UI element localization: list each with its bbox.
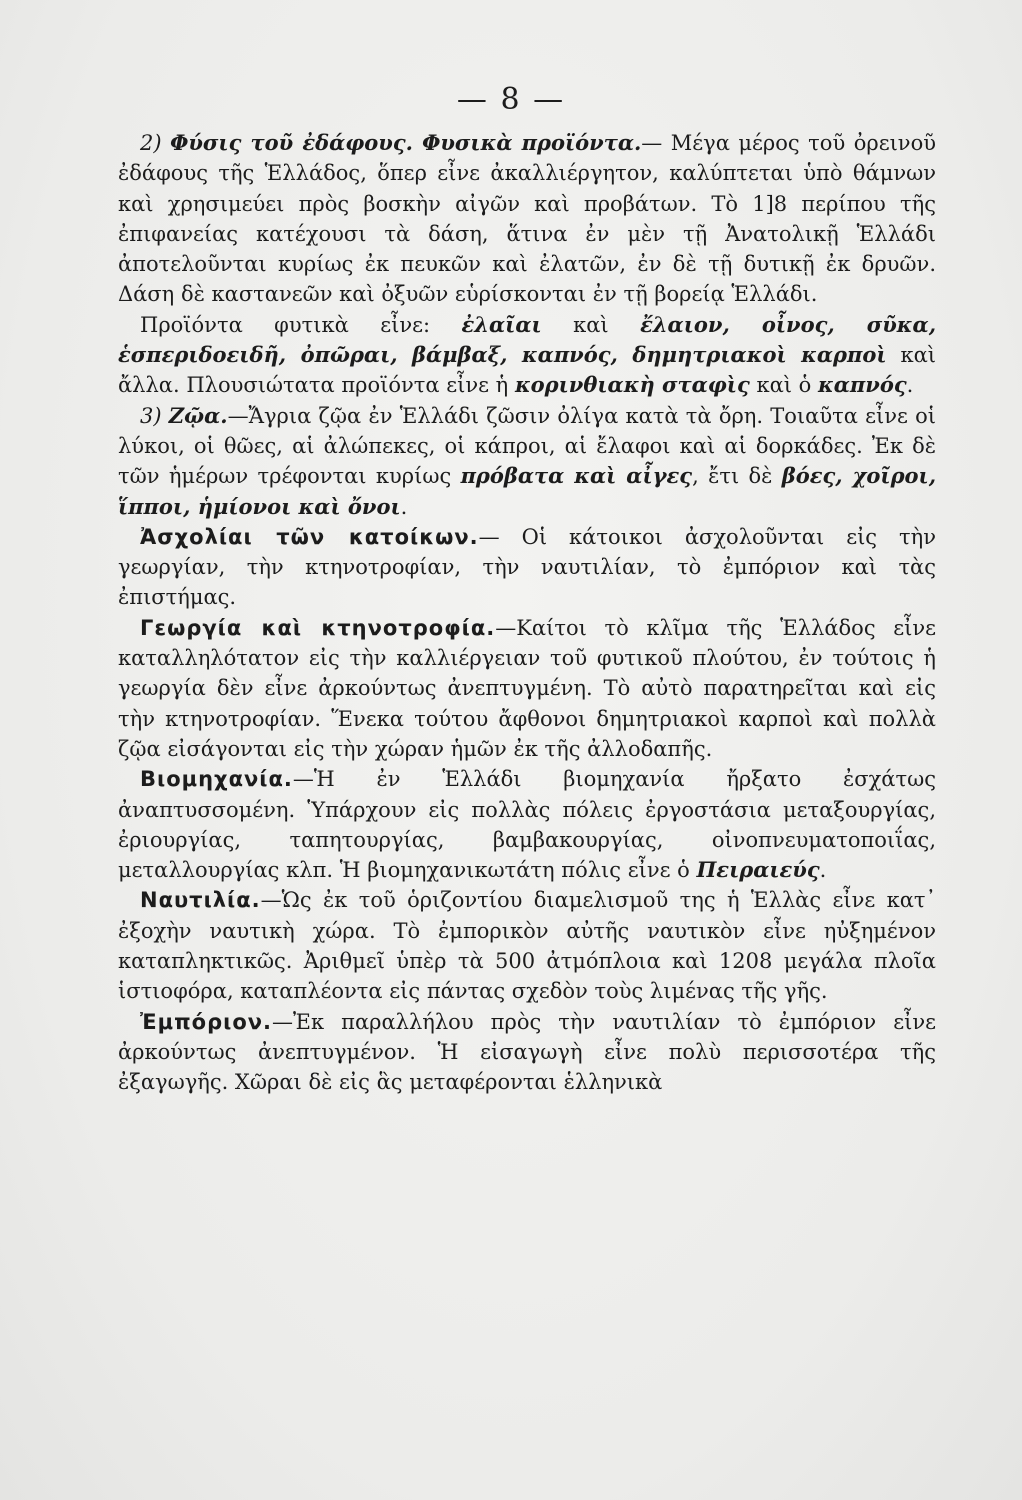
paragraph-text: .	[400, 494, 408, 519]
emphasis-text: βόες, χοῖροι, ἵπποι, ἡμίονοι καὶ ὄνοι	[118, 463, 937, 519]
emphasis-text: ἔλαιον, οἶνος, σῦκα, ἑσπεριδοειδῆ, ὀπῶραι, βάμβαξ, καπνός, δημητριακοὶ καρποὶ	[118, 311, 937, 368]
paragraph-commerce	[118, 1007, 936, 1098]
emphasis-text: καπνός	[817, 372, 907, 398]
paragraph-shipping	[118, 885, 936, 1006]
section-heading: Ἀσχολίαι τῶν κατοίκων.	[140, 524, 479, 549]
emphasis-text: κορινθιακὴ σταφὶς	[514, 372, 750, 398]
paragraph-text: —Ἐκ παραλλήλου πρὸς τὴν ναυτιλίαν τὸ ἐμπόριον εἶνε ἀρκούντως ἀνεπτυγμένον. Ἡ εἰσαγωγὴ εἶνε πολὺ περισσοτέρα τῆς ἐξαγωγῆς. Χῶραι δὲ εἰς ἃς μεταφέρονται ἑλληνικὰ	[118, 1009, 936, 1095]
paragraph-text: καὶ ἄλλα. Πλουσιώτατα προϊόντα εἶνε ἡ	[118, 343, 936, 398]
paragraph-text: καὶ	[541, 312, 641, 337]
paragraph-animals	[118, 401, 936, 522]
paragraph-text: —Ἄγρια ζῷα ἐν Ἑλλάδι ζῶσιν ὀλίγα κατὰ τὰ ὄρη. Τοιαῦτα εἶνε οἱ λύκοι, οἱ θῶες, αἱ ἀλώπεκες, οἱ κάπροι, αἱ ἔλαφοι καὶ αἱ δορκάδες. Ἐκ δὲ τῶν ἡμέρων τρέφονται κυρίως	[118, 403, 936, 489]
paragraph-text: .	[819, 858, 827, 883]
paragraph-text: Προϊόντα φυτικὰ εἶνε:	[140, 312, 462, 337]
paragraph-text: —Ἡ ἐν Ἑλλάδι βιομηχανία ἤρξατο ἐσχάτως ἀναπτυσσομένη. Ὑπάρχουν εἰς πολλὰς πόλεις ἐργοστάσια μεταξουργίας, ἐριουργίας, ταπητουργίας, βαμβακουργίας, οἰνοπνευματοποιΐας, μεταλλουργίας κλπ. Ἡ βιομηχανικωτάτη πόλις εἶνε ὁ	[118, 767, 936, 883]
paragraph-soil	[118, 128, 936, 310]
section-heading: Γεωργία καὶ κτηνοτροφία.	[140, 615, 496, 640]
section-heading: Ναυτιλία.	[140, 888, 261, 913]
emphasis-text: ἐλαῖαι	[461, 311, 542, 337]
emphasis-text: Πειραιεύς	[696, 857, 820, 883]
paragraph-text: καὶ ὁ	[749, 373, 818, 398]
paragraph-text: —Ὡς ἐκ τοῦ ὁριζοντίου διαμελισμοῦ της ἡ Ἑλλὰς εἶνε κατ᾿ ἐξοχὴν ναυτικὴ χώρα. Τὸ ἐμπορικὸν αὐτῆς ναυτικὸν εἶνε ηὐξημένον καταπληκτικῶς. Ἀριθμεῖ ὑπὲρ τὰ 500 ἀτμόπλοια καὶ 1208 μεγάλα πλοῖα ἱστιοφόρα, καταπλέοντα εἰς πάντας σχεδὸν τοὺς λιμένας τῆς γῆς.	[118, 888, 936, 1004]
section-number: 2)	[140, 131, 162, 155]
page-body	[118, 128, 936, 1098]
paragraph-text: — Οἱ κάτοικοι ἀσχολοῦνται εἰς τὴν γεωργίαν, τὴν κτηνοτροφίαν, τὴν ναυτιλίαν, τὸ ἐμπόριον καὶ τὰς ἐπιστήμας.	[118, 524, 937, 610]
paragraph-text: .	[906, 373, 914, 398]
paragraph-products	[118, 310, 936, 401]
section-number: 3)	[140, 403, 162, 428]
emphasis-text: πρόβατα καὶ αἶγες	[460, 463, 693, 489]
section-heading: Βιομηχανία.	[140, 767, 293, 792]
paragraph-industry	[118, 764, 936, 885]
section-title: Ζῷα.	[168, 402, 228, 428]
paragraph-text: —Καίτοι τὸ κλῖμα τῆς Ἑλλάδος εἶνε καταλληλότατον εἰς τὴν καλλιέργειαν τοῦ φυτικοῦ πλούτου, ἐν τούτοις ἡ γεωργία δὲν εἶνε ἀρκούντως ἀνεπτυγμένη. Τὸ αὐτὸ παρατηρεῖται καὶ εἰς τὴν κτηνοτροφίαν. Ἕνεκα τούτου ἄφθονοι δημητριακοὶ καρποὶ καὶ πολλὰ ζῷα εἰσάγονται εἰς τὴν χώραν ἡμῶν ἐκ τῆς ἀλλοδαπῆς.	[118, 615, 936, 761]
page-number: — 8 —	[456, 82, 566, 117]
paragraph-occupations	[118, 522, 936, 613]
paragraph-text: , ἔτι δὲ	[692, 464, 782, 489]
paragraph-text: — Μέγα μέρος τοῦ ὀρεινοῦ ἐδάφους τῆς Ἑλλάδος, ὅπερ εἶνε ἀκαλλιέργητον, καλύπτεται ὑπὸ θάμνων καὶ χρησιμεύει πρὸς βοσκὴν αἰγῶν καὶ προβάτων. Τὸ 1]8 περίπου τῆς ἐπιφανείας κατέχουσι τὰ δάση, ἅτινα ἐν μὲν τῇ Ἀνατολικῇ Ἑλλάδι ἀποτελοῦνται κυρίως ἐκ πευκῶν καὶ ἐλατῶν, ἐν δὲ τῇ δυτικῇ ἐκ δρυῶν. Δάση δὲ καστανεῶν καὶ ὀξυῶν εὑρίσκονται ἐν τῇ βορείᾳ Ἑλλάδι.	[118, 131, 936, 307]
section-heading: Ἐμπόριον.	[140, 1009, 273, 1034]
section-title: Φύσις τοῦ ἐδάφους. Φυσικὰ προϊόντα.	[170, 130, 642, 155]
paragraph-agriculture	[118, 613, 936, 764]
